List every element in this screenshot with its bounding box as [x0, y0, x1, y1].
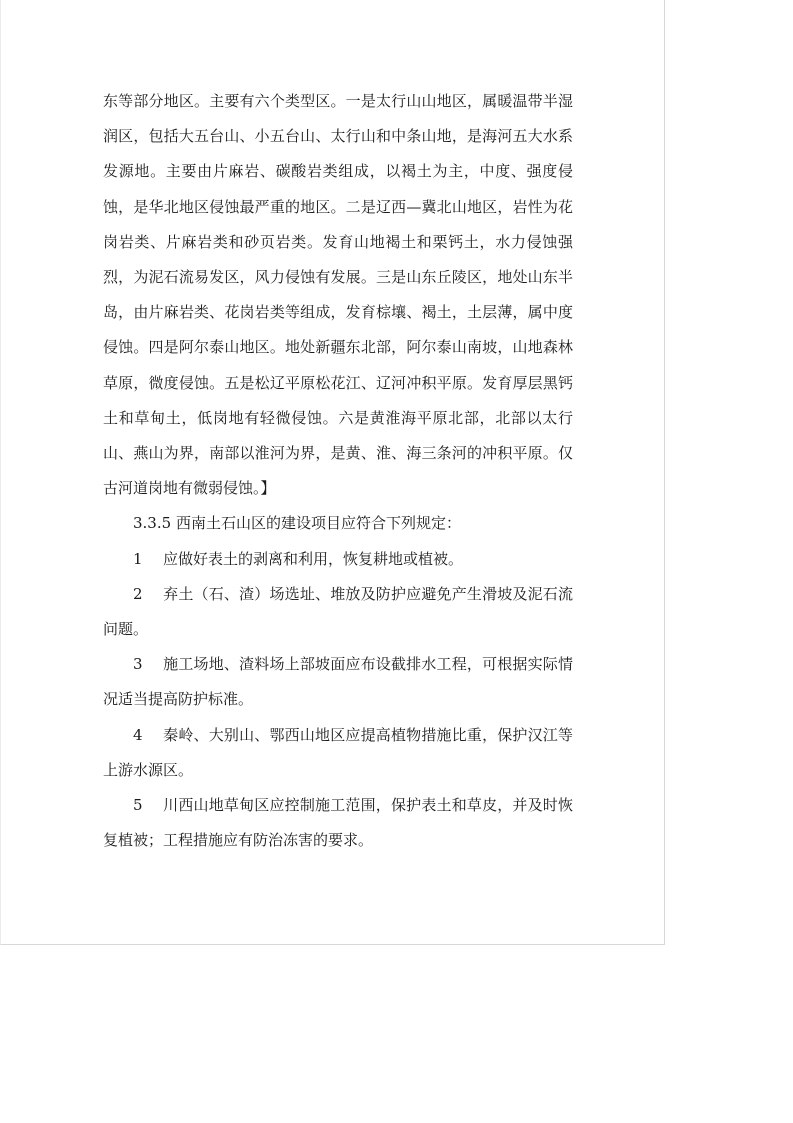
list-item-5 — [103, 788, 573, 858]
item-text: 川西山地草甸区应控制施工范围，保护表土和草皮，并及时恢复植被；工程措施应有防治冻害的要求。 — [103, 796, 573, 850]
clause-number: 3.3.5 — [133, 514, 172, 533]
list-item-2 — [103, 577, 573, 647]
item-text: 施工场地、渣料场上部坡面应布设截排水工程，可根据实际情况适当提高防护标准。 — [103, 655, 573, 709]
page-content — [103, 84, 573, 858]
item-number: 3 — [133, 655, 143, 674]
clause-heading — [103, 506, 573, 541]
item-text: 应做好表土的剥离和利用，恢复耕地或植被。 — [163, 549, 464, 568]
item-number: 4 — [133, 725, 143, 744]
item-number: 5 — [133, 796, 143, 815]
item-text: 秦岭、大别山、鄂西山地区应提高植物措施比重，保护汉江等上游水源区。 — [103, 725, 573, 779]
item-number: 1 — [133, 549, 143, 568]
item-text: 弃土（石、渣）场选址、堆放及防护应避免产生滑坡及泥石流问题。 — [103, 584, 573, 639]
list-item-4 — [103, 718, 573, 788]
item-number: 2 — [133, 584, 143, 603]
list-item-1 — [103, 542, 573, 577]
clause-text: 西南土石山区的建设项目应符合下列规定： — [175, 514, 461, 533]
list-item-3 — [103, 647, 573, 717]
intro-paragraph: 东等部分地区。主要有六个类型区。一是太行山山地区，属暖温带半湿润区，包括大五台山、小五台山、太行山和中条山地，是海河五大水系发源地。主要由片麻岩、碳酸岩类组成，以褐土为主，中度、强度侵蚀，是华北地区侵蚀最严重的地区。二是辽西—冀北山地区，岩性为花岗岩类、片麻岩类和砂页岩类。发育山地褐土和栗钙土，水力侵蚀强烈，为泥石流易发区，风力侵蚀有发展。三是山东丘陵区，地处山东半岛，由片麻岩类、花岗岩类等组成，发育棕壤、褐土，土层薄，属中度侵蚀。四是阿尔泰山地区。地处新疆东北部，阿尔泰山南坡，山地森林草原，微度侵蚀。五是松辽平原松花江、辽河冲积平原。发育厚层黑钙土和草甸土，低岗地有轻微侵蚀。六是黄淮海平原北部，北部以太行山、燕山为界，南部以淮河为界，是黄、淮、海三条河的冲积平原。仅古河道岗地有微弱侵蚀。】 — [103, 92, 573, 498]
